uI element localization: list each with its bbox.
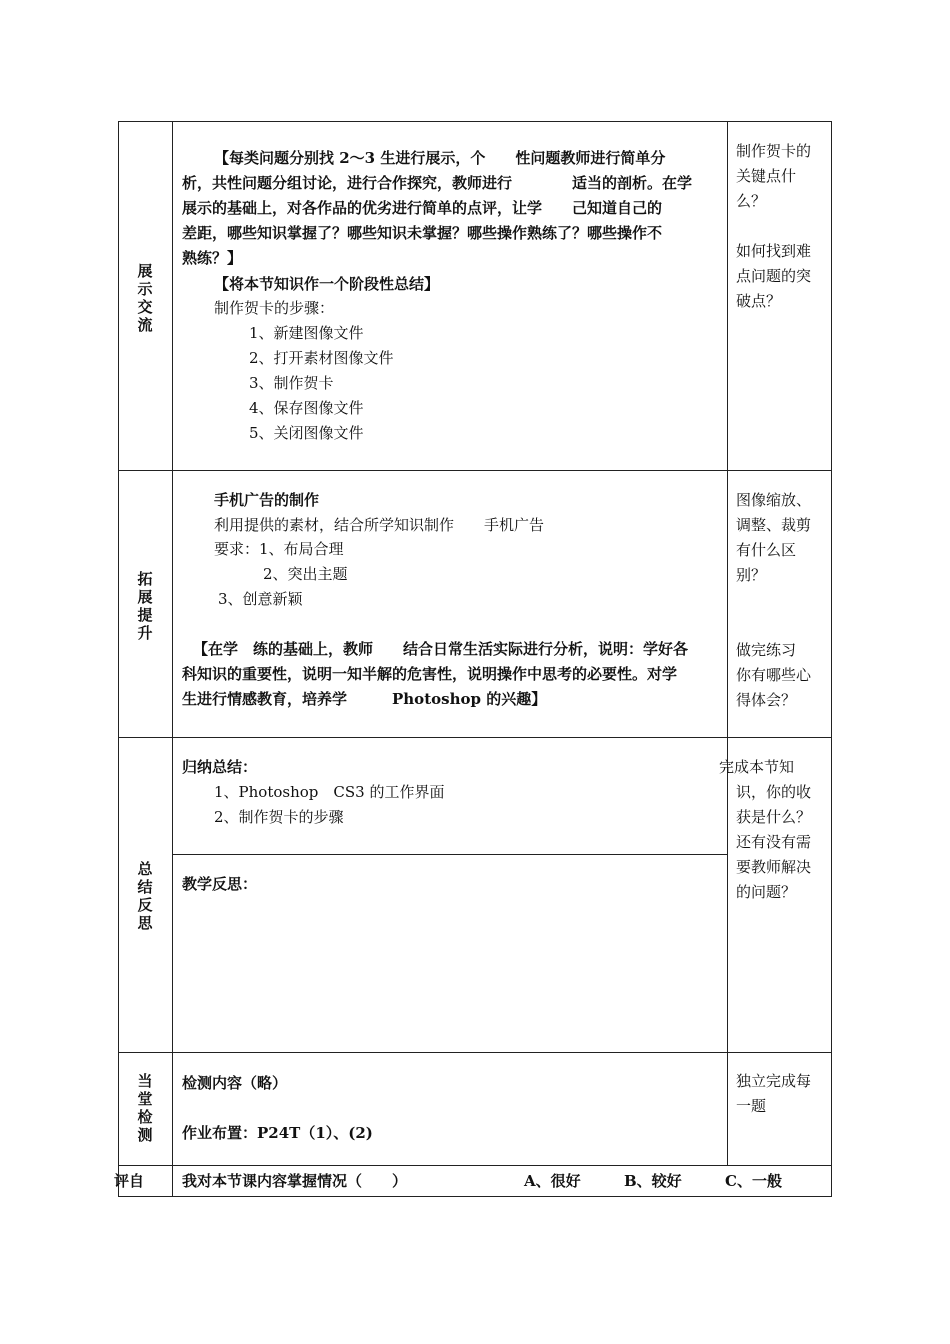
self-eval-option-a[interactable]: A、很好 <box>524 1172 581 1190</box>
side-line: 独立完成每 <box>736 1072 812 1090</box>
side-line: 别？ <box>736 566 767 584</box>
row-divider-inner <box>172 854 727 855</box>
side-line: 一题 <box>736 1097 767 1115</box>
side-line: 点问题的突 <box>736 267 812 285</box>
extend-text-3: 生进行情感教育，培养学 Photoshop 的兴趣】 <box>182 690 547 708</box>
display-step-3: 3、制作贺卡 <box>249 374 334 392</box>
extend-req-1: 要求：1、布局合理 <box>214 540 344 558</box>
summary-title: 归纳总结： <box>182 758 258 776</box>
self-eval-option-b[interactable]: B、较好 <box>624 1172 682 1190</box>
side-line: 制作贺卡的 <box>736 142 812 160</box>
display-step-2: 2、打开素材图像文件 <box>249 349 394 367</box>
side-line: 图像缩放、 <box>736 491 812 509</box>
label-char: 示 <box>137 280 153 298</box>
side-line: 获是什么？ <box>736 808 812 826</box>
display-text-3: 展示的基础上，对各作品的优劣进行简单的点评，让学 己知道自己的 <box>182 199 663 217</box>
extend-line-1: 利用提供的素材，结合所学知识制作 手机广告 <box>214 516 545 534</box>
summary-item-2: 2、制作贺卡的步骤 <box>214 808 344 826</box>
label-char: 展 <box>137 262 153 280</box>
side-line: 做完练习 <box>736 641 797 659</box>
label-char: 反 <box>137 896 153 914</box>
row-divider-3 <box>118 1052 832 1053</box>
self-eval-option-c[interactable]: C、一般 <box>725 1172 782 1190</box>
extend-req-2: 2、突出主题 <box>263 565 348 583</box>
label-char: 当 <box>137 1072 153 1090</box>
label-char: 检 <box>137 1108 153 1126</box>
col-divider-2 <box>727 121 728 1165</box>
section-label-display <box>118 262 172 334</box>
display-text-5: 熟练？】 <box>182 249 243 267</box>
display-text-1: 【每类问题分别找 2～3 生进行展示，个 性问题教师进行简单分 <box>214 149 666 167</box>
side-line: 么？ <box>736 192 767 210</box>
label-char: 结 <box>137 878 153 896</box>
self-eval-question: 我对本节课内容掌握情况（ ） <box>182 1172 408 1190</box>
summary-side-note <box>736 780 826 905</box>
label-char: 流 <box>137 316 153 334</box>
side-line: 调整、裁剪 <box>736 516 812 534</box>
side-line: 破点？ <box>736 292 782 310</box>
side-line: 得体会？ <box>736 691 797 709</box>
label-char: 升 <box>137 624 153 642</box>
homework: 作业布置：P24T（1）、(2) <box>182 1124 373 1142</box>
extend-text-1: 【在学 练的基础上，教师 结合日常生活实际进行分析，说明：学好各 <box>193 640 689 658</box>
test-side-note <box>736 1069 826 1119</box>
display-text-4: 差距，哪些知识掌握了？哪些知识未掌握？哪些操作熟练了？哪些操作不 <box>182 224 663 242</box>
summary-side-head: 完成本节知 <box>719 758 795 776</box>
side-line: 要教师解决 <box>736 858 812 876</box>
side-gap <box>736 588 826 613</box>
display-step-1: 1、新建图像文件 <box>249 324 364 342</box>
row-divider-1 <box>118 470 832 471</box>
label-char: 堂 <box>137 1090 153 1108</box>
extend-side-note <box>736 488 826 713</box>
section-label-extend <box>118 570 172 642</box>
section-label-summary <box>118 860 172 932</box>
display-text-2: 析，共性问题分组讨论，进行合作探究，教师进行 适当的剖析。在学 <box>182 174 693 192</box>
display-side-note <box>736 139 826 314</box>
extend-text-2: 科知识的重要性，说明一知半解的危害性，说明操作中思考的必要性。对学 <box>182 665 678 683</box>
reflection-title: 教学反思： <box>182 875 258 893</box>
label-char: 思 <box>137 914 153 932</box>
side-line: 你有哪些心 <box>736 666 812 684</box>
display-step-5: 5、关闭图像文件 <box>249 424 364 442</box>
label-char: 拓 <box>137 570 153 588</box>
col-divider-1 <box>172 121 173 1197</box>
side-line: 的问题？ <box>736 883 797 901</box>
side-line: 有什么区 <box>736 541 797 559</box>
extend-req-3: 3、创意新颖 <box>218 590 303 608</box>
label-char: 提 <box>137 606 153 624</box>
label-char: 交 <box>137 298 153 316</box>
display-summary-title: 【将本节知识作一个阶段性总结】 <box>214 275 440 293</box>
display-steps-title: 制作贺卡的步骤： <box>214 299 335 317</box>
label-char: 展 <box>137 588 153 606</box>
side-line: 识，你的收 <box>736 783 812 801</box>
label-char: 测 <box>137 1126 153 1144</box>
side-gap <box>736 613 826 638</box>
row-divider-4 <box>118 1165 832 1166</box>
self-eval-label: 评自 <box>114 1172 145 1190</box>
side-line: 还有没有需 <box>736 833 812 851</box>
summary-item-1: 1、Photoshop CS3 的工作界面 <box>214 783 445 801</box>
display-step-4: 4、保存图像文件 <box>249 399 364 417</box>
side-line: 关键点什 <box>736 167 797 185</box>
side-line: 如何找到难 <box>736 242 812 260</box>
row-divider-2 <box>118 737 832 738</box>
section-label-test <box>118 1072 172 1144</box>
extend-title: 手机广告的制作 <box>214 491 320 509</box>
label-char: 总 <box>137 860 153 878</box>
test-content: 检测内容（略） <box>182 1074 288 1092</box>
side-gap <box>736 214 826 239</box>
